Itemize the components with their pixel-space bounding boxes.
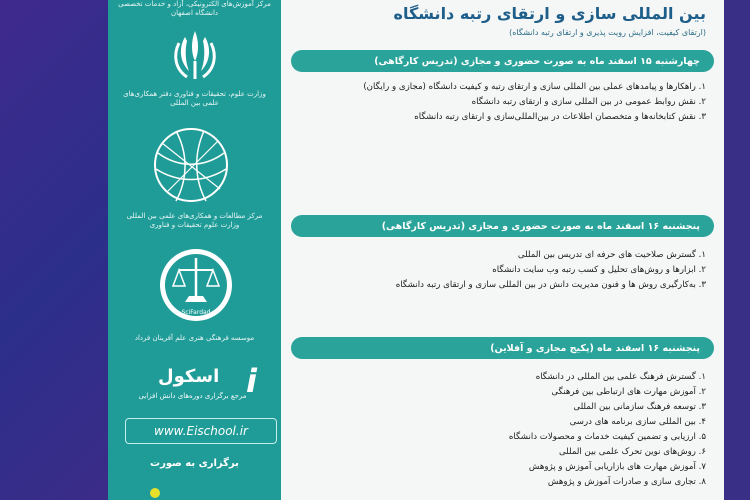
list-item: ۸. تجاری سازی و صادرات آموزش و پژوهش: [547, 477, 706, 487]
section-header-3: پنجشنبه ۱۶ اسفند ماه (پکیج مجازی و آفلاین): [291, 337, 714, 359]
ministry-text: وزارت علوم، تحقیقات و فناوری دفتر همکاری‌های علمی بین المللی: [123, 90, 266, 107]
brand-i-icon: i: [246, 362, 257, 400]
list-item: ۱. گسترش صلاحیت های حرفه ای تدریس بین المللی: [517, 250, 706, 260]
program-column: [281, 0, 724, 500]
list-item: ۳. توسعه فرهنگ سازمانی بین المللی: [573, 402, 706, 412]
section-header-2: پنجشنبه ۱۶ اسفند ماه به صورت حضوری و مجازی (تدریس کارگاهی): [291, 215, 714, 237]
list-item: ۵. ارزیابی و تضمین کیفیت خدمات و محصولات دانشگاه: [508, 432, 706, 442]
section-2-list: [301, 248, 706, 293]
top-org-text: مرکز آموزش‌های الکترونیکی، آزاد و خدمات تخصصی دانشگاه اصفهان: [118, 0, 271, 17]
center-text: مرکز مطالعات و همکاری‌های علمی بین المللی وزارت علوم تحقیقات و فناوری: [126, 212, 263, 229]
eschool-brand: [118, 362, 278, 412]
list-item: ۲. آموزش مهارت های ارتباطی بین فرهنگی: [551, 387, 706, 397]
institute-seal-icon: [156, 245, 236, 325]
held-as-label: برگزاری به صورت: [150, 458, 239, 469]
list-item: ۱. راهکارها و پیامدهای عملی بین المللی سازی و ارتقای رتبه و کیفیت دانشگاه (مجازی و رایگان): [363, 82, 706, 92]
right-purple-frame: [724, 0, 750, 500]
iran-emblem-icon: [170, 26, 220, 84]
list-item: ۶. روش‌های نوین تحرک علمی بین المللی: [558, 447, 706, 457]
page-subtitle: (ارتقای کیفیت، افزایش رویت پذیری و ارتقای رتبه دانشگاه): [509, 28, 706, 37]
list-item: ۳. به‌کارگیری روش ها و فنون مدیریت دانش در بین المللی سازی و ارتقای رتبه دانشگاه: [395, 280, 706, 290]
list-item: ۲. ابزارها و روش‌های تحلیل و کسب رتبه وب سایت دانشگاه: [492, 265, 706, 275]
left-purple-frame: [0, 0, 108, 500]
institute-text: موسسه فرهنگی هنری علم آفرینان فرداد: [134, 334, 255, 342]
section-1-list: [301, 80, 706, 125]
brand-name: اسکول: [158, 366, 220, 387]
list-item: ۲. نقش روابط عمومی در بین المللی سازی و ارتقای رتبه دانشگاه: [471, 97, 706, 107]
page-title: بین المللی سازی و ارتقای رتبه دانشگاه: [393, 4, 706, 23]
brand-tagline: مرجع برگزاری دوره‌های دانش افزایی: [138, 392, 247, 400]
svg-text:SciFardad: SciFardad: [181, 309, 211, 316]
website-url[interactable]: www.Eischool.ir: [125, 418, 277, 444]
yellow-dot-icon: [150, 488, 160, 498]
globe-network-icon: [146, 122, 236, 208]
list-item: ۷. آموزش مهارت های بازاریابی آموزش و پژوهش: [528, 462, 706, 472]
section-3-list: [301, 370, 706, 490]
section-header-1: چهارشنبه ۱۵ اسفند ماه به صورت حضوری و مجازی (تدریس کارگاهی): [291, 50, 714, 72]
list-item: ۴. بین المللی سازی برنامه های درسی: [569, 417, 706, 427]
list-item: ۳. نقش کتابخانه‌ها و متخصصان اطلاعات در بین‌المللی‌سازی و ارتقای رتبه دانشگاه: [414, 112, 706, 122]
list-item: ۱. گسترش فرهنگ علمی بین المللی در دانشگاه: [535, 372, 706, 382]
